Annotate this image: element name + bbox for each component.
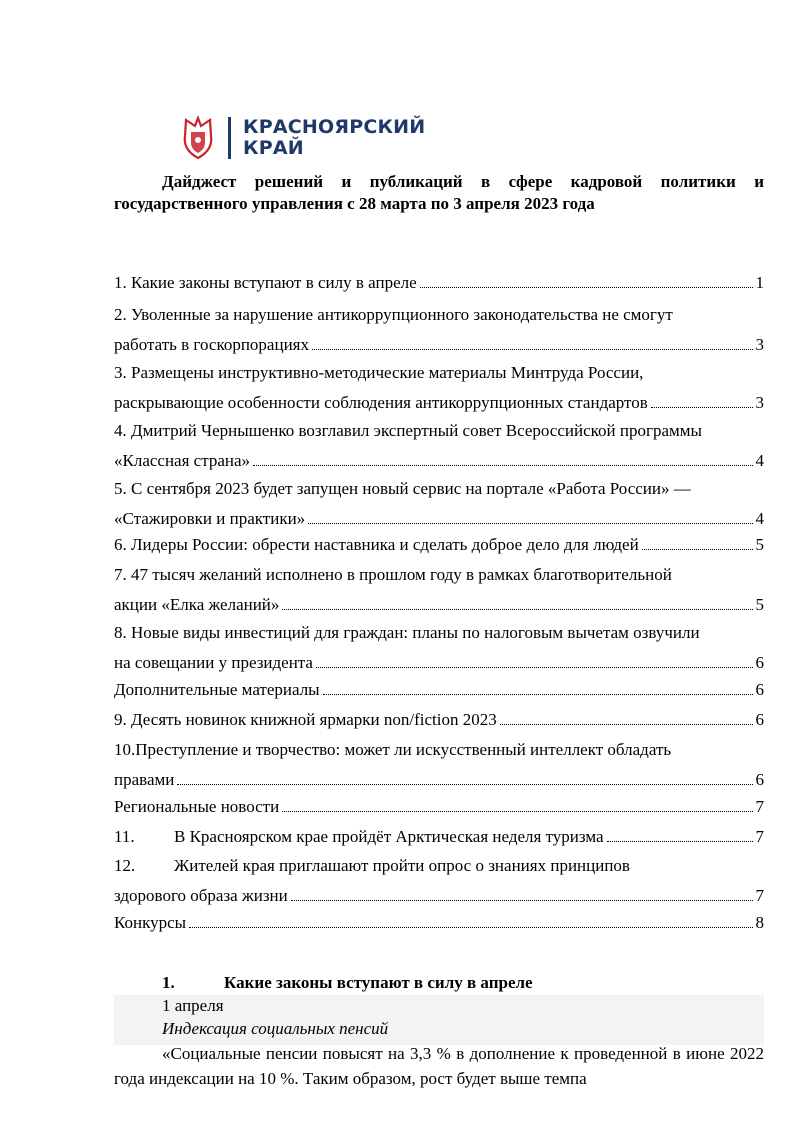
toc-line — [114, 648, 764, 678]
toc-line — [114, 358, 764, 388]
toc-text: 1. Какие законы вступают в силу в апреле — [114, 273, 417, 292]
toc-entry[interactable] — [114, 474, 764, 534]
toc-text: 6. Лидеры России: обрести наставника и сделать доброе дело для людей — [114, 535, 639, 554]
toc-page-number: 6 — [755, 770, 764, 789]
toc-entry[interactable] — [114, 300, 764, 360]
toc-text: акции «Елка желаний» — [114, 595, 280, 614]
toc-page-number: 3 — [755, 393, 764, 412]
toc-page-number: 7 — [755, 797, 764, 816]
toc-page-number: 6 — [755, 653, 764, 672]
section-heading — [162, 973, 533, 993]
toc-text: Конкурсы — [114, 913, 187, 932]
toc-text: 9. Десять новинок книжной ярмарки non/fiction 2023 — [114, 710, 497, 729]
toc-text: 8. Новые виды инвестиций для граждан: планы по налоговым вычетам озвучили — [114, 623, 700, 642]
toc-entry[interactable] — [114, 822, 764, 852]
toc-line — [114, 530, 764, 560]
toc-leader-dots — [308, 522, 752, 524]
toc-text: Дополнительные материалы — [114, 680, 320, 699]
section-number: 1. — [162, 973, 175, 992]
toc-page-number: 6 — [755, 680, 764, 699]
toc-page-number: 4 — [755, 509, 764, 528]
toc-line — [114, 388, 764, 418]
krasnoyarsk-emblem-icon — [180, 116, 216, 160]
toc-entry[interactable] — [114, 530, 764, 560]
toc-page-number: 6 — [755, 710, 764, 729]
toc-line — [114, 474, 764, 504]
toc-leader-dots — [282, 810, 752, 812]
toc-text: 4. Дмитрий Чернышенко возглавил экспертный совет Всероссийской программы — [114, 421, 702, 440]
logo — [180, 116, 425, 160]
toc-text: 7. 47 тысяч желаний исполнено в прошлом году в рамках благотворительной — [114, 565, 672, 584]
toc-line — [114, 765, 764, 795]
toc-leader-dots — [651, 406, 753, 408]
toc-entry[interactable] — [114, 268, 764, 298]
section-title: Какие законы вступают в силу в апреле — [224, 973, 533, 992]
toc-text: 2. Уволенные за нарушение антикоррупционного законодательства не смогут — [114, 305, 673, 324]
section-subheading: Индексация социальных пенсий — [162, 1019, 389, 1038]
toc-leader-dots — [420, 286, 753, 288]
toc-leader-dots — [177, 783, 752, 785]
toc-text: В Красноярском крае пройдёт Арктическая неделя туризма — [174, 827, 604, 846]
toc-leader-dots — [323, 693, 753, 695]
toc-text: Жителей края приглашают пройти опрос о знаниях принципов — [174, 856, 630, 875]
toc-number: 12. — [114, 856, 136, 875]
toc-text: 10.Преступление и творчество: может ли искусственный интеллект обладать — [114, 740, 672, 759]
toc-page-number: 5 — [755, 535, 764, 554]
toc-line — [114, 881, 764, 911]
toc-text: Региональные новости — [114, 797, 280, 816]
toc-line — [114, 300, 764, 330]
logo-wordmark — [243, 117, 425, 159]
toc-line — [114, 908, 764, 938]
toc-leader-dots — [291, 899, 753, 901]
toc-text: «Классная страна» — [114, 451, 251, 470]
toc-line — [114, 822, 764, 852]
toc-leader-dots — [642, 548, 753, 550]
toc-line — [114, 735, 764, 765]
toc-entry[interactable] — [114, 851, 764, 911]
toc-page-number: 7 — [755, 886, 764, 905]
toc-leader-dots — [253, 464, 752, 466]
toc-page-number: 5 — [755, 595, 764, 614]
toc-line — [114, 330, 764, 360]
toc-page-number: 8 — [755, 913, 764, 932]
toc-line — [114, 560, 764, 590]
section-date: 1 апреля — [162, 996, 224, 1015]
toc-text: работать в госкорпорациях — [114, 335, 309, 354]
toc-line — [114, 705, 764, 735]
toc-text: раскрывающие особенности соблюдения антикоррупционных стандартов — [114, 393, 648, 412]
toc-line — [114, 675, 764, 705]
toc-text: правами — [114, 770, 175, 789]
toc-entry[interactable] — [114, 675, 764, 705]
digest-title: Дайджест решений и публикаций в сфере кадровой политики и государственного управления с 28 марта по 3 апреля 2023 года — [114, 172, 764, 213]
toc-line — [114, 446, 764, 476]
toc-leader-dots — [316, 666, 753, 668]
toc-leader-dots — [312, 348, 753, 350]
toc-number: 11. — [114, 827, 135, 846]
toc-entry[interactable] — [114, 908, 764, 938]
toc-text: здорового образа жизни — [114, 886, 288, 905]
toc-entry[interactable] — [114, 560, 764, 620]
toc-text: 5. С сентября 2023 будет запущен новый сервис на портале «Работа России» — — [114, 479, 691, 498]
toc-leader-dots — [607, 840, 753, 842]
toc-line — [114, 792, 764, 822]
toc-entry[interactable] — [114, 735, 764, 795]
toc-page-number: 4 — [755, 451, 764, 470]
toc-entry[interactable] — [114, 705, 764, 735]
toc-page-number: 7 — [755, 827, 764, 846]
toc-line — [114, 268, 764, 298]
toc-leader-dots — [282, 608, 752, 610]
logo-line-1: КРАСНОЯРСКИЙ — [243, 116, 426, 138]
toc-line — [114, 851, 764, 881]
toc-text: на совещании у президента — [114, 653, 313, 672]
toc-entry[interactable] — [114, 358, 764, 418]
toc-text: «Стажировки и практики» — [114, 509, 306, 528]
toc-page-number: 1 — [755, 273, 764, 292]
logo-divider — [228, 117, 231, 159]
section-paragraph: «Социальные пенсии повысят на 3,3 % в дополнение к проведенной в июне 2022 года индексации на 10 %. Таким образом, рост будет выше темпа — [114, 1044, 764, 1088]
toc-leader-dots — [189, 926, 752, 928]
toc-leader-dots — [500, 723, 753, 725]
toc-entry[interactable] — [114, 792, 764, 822]
toc-line — [114, 416, 764, 446]
toc-line — [114, 590, 764, 620]
toc-text: 3. Размещены инструктивно-методические материалы Минтруда России, — [114, 363, 644, 382]
logo-line-2: КРАЙ — [243, 137, 304, 159]
toc-entry[interactable] — [114, 618, 764, 678]
toc-entry[interactable] — [114, 416, 764, 476]
toc-page-number: 3 — [755, 335, 764, 354]
toc-line — [114, 618, 764, 648]
